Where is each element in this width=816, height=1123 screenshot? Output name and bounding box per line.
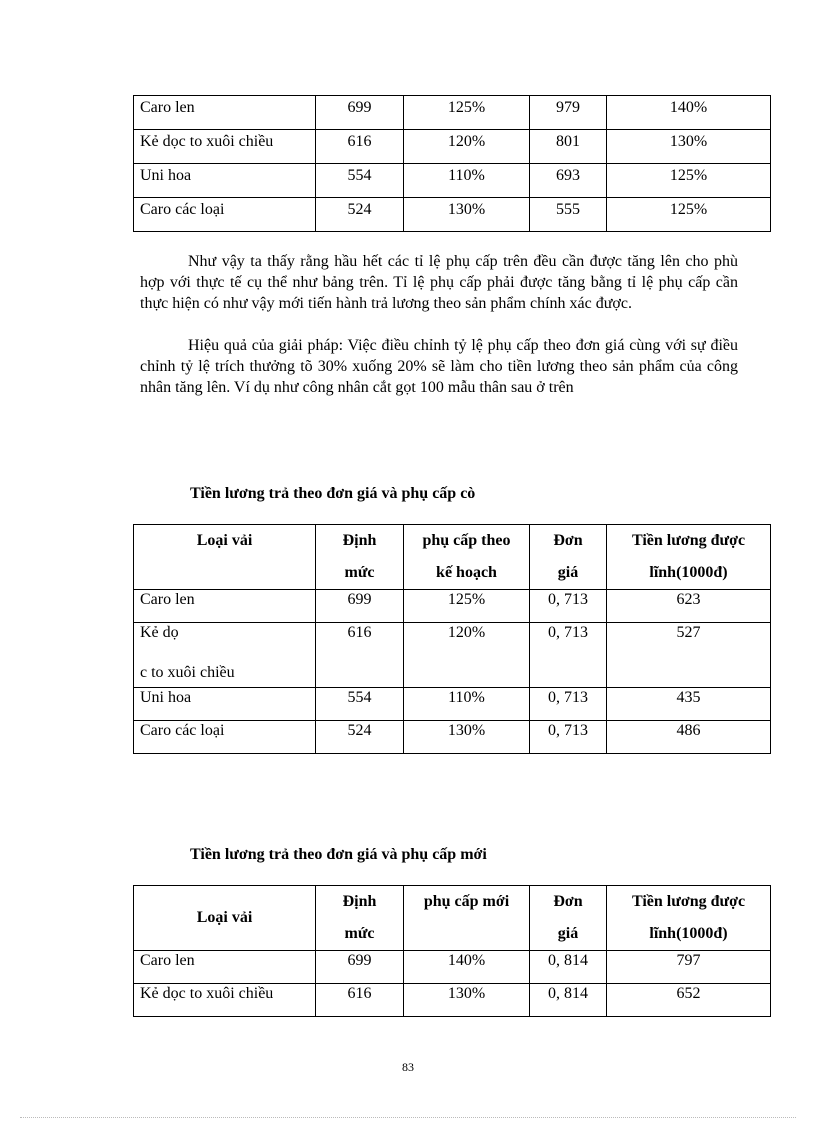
fabric-type-cell: Uni hoa: [134, 688, 316, 721]
table-3: [133, 885, 771, 1017]
value-cell: 130%: [404, 984, 530, 1017]
value-cell: 699: [316, 96, 404, 130]
value-cell: 130%: [607, 130, 771, 164]
table-row: [134, 688, 771, 721]
value-cell: 524: [316, 198, 404, 232]
value-cell: 0, 713: [530, 623, 607, 688]
value-cell: 120%: [404, 130, 530, 164]
header-fabric-type: Loại vải: [134, 525, 316, 590]
value-cell: 527: [607, 623, 771, 688]
header-fabric-type: Loại vải: [134, 886, 316, 951]
value-cell: 801: [530, 130, 607, 164]
table-row: [134, 721, 771, 754]
table-3-title: Tiền lương trả theo đơn giá và phụ cấp mới: [190, 846, 487, 863]
value-cell: 616: [316, 623, 404, 688]
table-row: [134, 130, 771, 164]
fabric-type-cell: Caro các loại: [134, 721, 316, 754]
value-cell: 797: [607, 951, 771, 984]
table-row: [134, 984, 771, 1017]
value-cell: 554: [316, 688, 404, 721]
value-cell: 693: [530, 164, 607, 198]
table-2-title: Tiền lương trả theo đơn giá và phụ cấp cò: [190, 485, 476, 502]
table-1: [133, 95, 771, 232]
fabric-type-cell: Caro các loại: [134, 198, 316, 232]
header-norm: Định mức: [316, 886, 404, 951]
table-2-header: [134, 525, 771, 590]
table-row: [134, 590, 771, 623]
value-cell: 125%: [404, 590, 530, 623]
table-row: [134, 96, 771, 130]
value-cell: 130%: [404, 721, 530, 754]
fabric-type-cell: Kẻ dọc to xuôi chiều: [134, 984, 316, 1017]
table-row: [134, 198, 771, 232]
value-cell: 623: [607, 590, 771, 623]
fabric-type-cell: Uni hoa: [134, 164, 316, 198]
fabric-type-cell: Caro len: [134, 951, 316, 984]
table-row: [134, 951, 771, 984]
value-cell: 652: [607, 984, 771, 1017]
paragraph-2: Hiệu quả của giải pháp: Việc điều chỉnh tỷ lệ phụ cấp theo đơn giá cùng với sự điều chỉnh tỷ lệ trích thưởng tõ 30% xuống 20% sẽ làm cho tiền lương theo sản phẩm của công nhân tăng lên. Ví dụ như công nhân cắt gọt 100 mẫu thân sau ở trên: [140, 337, 738, 396]
value-cell: 110%: [404, 164, 530, 198]
value-cell: 555: [530, 198, 607, 232]
header-unit-price: Đơn giá: [530, 886, 607, 951]
header-unit-price: Đơn giá: [530, 525, 607, 590]
value-cell: 120%: [404, 623, 530, 688]
paragraph-1: Như vậy ta thấy rằng hầu hết các tỉ lệ phụ cấp trên đều cần được tăng lên cho phù hợp với thực tế cụ thể như bảng trên. Tỉ lệ phụ cấp phải được tăng bằng tỉ lệ phụ cấp cần thực hiện có như vậy mới tiến hành trả lương theo sản phẩm chính xác được.: [140, 253, 738, 312]
value-cell: 435: [607, 688, 771, 721]
fabric-type-cell: Caro len: [134, 96, 316, 130]
value-cell: 524: [316, 721, 404, 754]
table-row: [134, 623, 771, 688]
value-cell: 699: [316, 590, 404, 623]
table-2: [133, 524, 771, 754]
value-cell: 699: [316, 951, 404, 984]
value-cell: 110%: [404, 688, 530, 721]
value-cell: 0, 713: [530, 688, 607, 721]
header-wage: Tiền lương được lĩnh(1000đ): [607, 886, 771, 951]
table-3-header: [134, 886, 771, 951]
value-cell: 554: [316, 164, 404, 198]
header-wage: Tiền lương được lĩnh(1000đ): [607, 525, 771, 590]
fabric-type-cell: Kẻ dọc to xuôi chiều: [134, 130, 316, 164]
value-cell: 486: [607, 721, 771, 754]
value-cell: 140%: [404, 951, 530, 984]
page-number: 83: [402, 1060, 414, 1074]
table-row: [134, 164, 771, 198]
value-cell: 616: [316, 984, 404, 1017]
value-cell: 979: [530, 96, 607, 130]
value-cell: 0, 814: [530, 984, 607, 1017]
value-cell: 130%: [404, 198, 530, 232]
value-cell: 0, 814: [530, 951, 607, 984]
value-cell: 125%: [607, 164, 771, 198]
value-cell: 140%: [607, 96, 771, 130]
value-cell: 616: [316, 130, 404, 164]
header-allowance: phụ cấp theo kế hoạch: [404, 525, 530, 590]
page-footer-divider: [20, 1117, 796, 1118]
fabric-type-cell: Caro len: [134, 590, 316, 623]
fabric-type-cell: Kẻ dọ c to xuôi chiều: [134, 623, 316, 688]
header-norm: Định mức: [316, 525, 404, 590]
value-cell: 125%: [404, 96, 530, 130]
value-cell: 0, 713: [530, 721, 607, 754]
value-cell: 0, 713: [530, 590, 607, 623]
value-cell: 125%: [607, 198, 771, 232]
header-allowance: phụ cấp mới: [404, 886, 530, 951]
